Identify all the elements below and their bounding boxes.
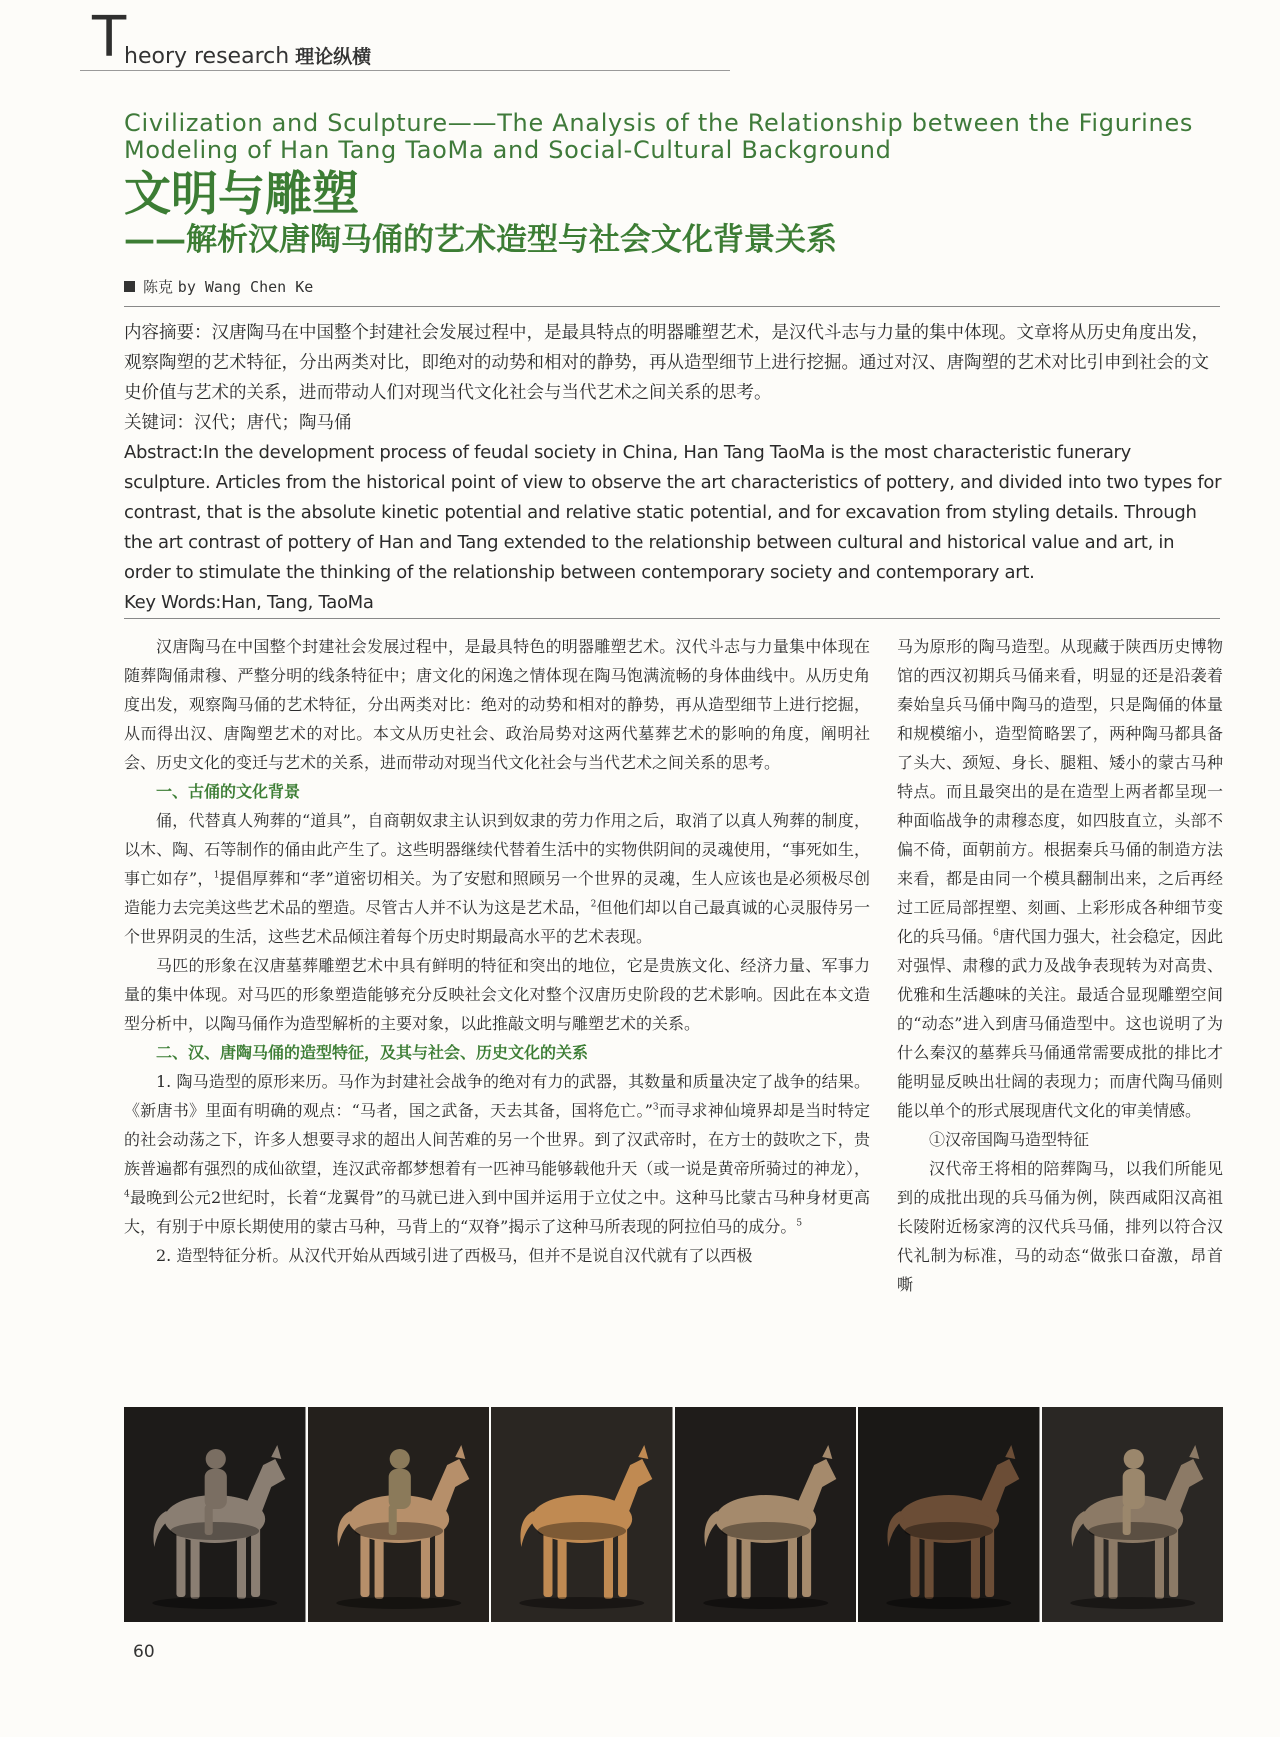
ground-shadow xyxy=(336,1597,461,1609)
keywords-english: Key Words:Han, Tang, TaoMa xyxy=(124,592,374,613)
section-heading-1: 一、古俑的文化背景 xyxy=(156,782,301,801)
main-column xyxy=(124,632,870,1270)
abstract-chinese: 内容摘要：汉唐陶马在中国整个封建社会发展过程中，是最具特点的明器雕塑艺术，是汉代斗志与力量的集中体现。文章将从历史角度出发，观察陶塑的艺术特征，分出两类对比，即绝对的动势和相对的静势，再从造型细节上进行挖掘。通过对汉、唐陶塑的艺术对比引申到社会的文史价值与艺术的关系，进而带动人们对现当代文化社会与当代艺术之间关系的思考。 xyxy=(124,323,1209,403)
text-span: 最晚到公元2世纪时，长着“龙翼骨”的马就已进入到中国并运用于立仗之中。这种马比蒙古马种身材更高大，有别于中原长期使用的蒙古马种，马背上的“双脊”揭示了这种马所表现的阿拉伯马的成分。 xyxy=(124,1188,870,1236)
chinese-title: 文明与雕塑 xyxy=(124,167,359,222)
english-title: Civilization and Sculpture——The Analysis of the Relationship between the Figurines Modeling of Han Tang TaoMa and Social-Cultural Background xyxy=(124,109,1194,164)
ground-shadow xyxy=(886,1597,1011,1609)
text-span: 而寻求神仙境界却是当时特定的社会动荡之下，许多人想要寻求的超出人间苦难的另一个世界。到了汉武帝时，在方士的鼓吹之下，贵族普遍都有强烈的成仙欲望，连汉武帝都梦想着有一匹神马能够载他升天（或一说是黄帝所骑过的神龙）， xyxy=(124,1101,870,1178)
side-column xyxy=(897,632,1223,1299)
text-span: 提倡厚葬和“孝”道密切相关。为了安慰和照顾另一个世界的灵魂，生人应该也是必须极尽创造能力去完美这些艺术品的塑造。尽管古人并不认为这是艺术品， xyxy=(124,869,870,917)
rider-torso xyxy=(205,1469,227,1509)
horse-leg xyxy=(1169,1525,1178,1597)
rider-head xyxy=(206,1449,226,1469)
figure-photo-4 xyxy=(675,1407,857,1622)
page-number: 60 xyxy=(133,1642,155,1662)
footnote-ref[interactable]: 3 xyxy=(652,1102,659,1113)
author-chinese: 陈克 xyxy=(143,278,174,296)
horse-figurine-image xyxy=(308,1407,490,1622)
horse-figurine-image xyxy=(858,1407,1040,1622)
footnote-ref[interactable]: 2 xyxy=(590,899,597,910)
figure-photo-6 xyxy=(1042,1407,1224,1622)
rider-leg xyxy=(205,1505,213,1535)
ground-shadow xyxy=(1070,1597,1195,1609)
horse-leg xyxy=(251,1525,260,1597)
body-shadow xyxy=(170,1522,259,1540)
paragraph-figurine-origin xyxy=(124,806,870,951)
chinese-subtitle: ——解析汉唐陶马俑的艺术造型与社会文化背景关系 xyxy=(124,222,837,258)
paragraph-prototype xyxy=(124,1067,870,1241)
byline xyxy=(124,276,1220,307)
text-span: 1. 陶马造型的原形来历。马作为封建社会战争的绝对有力的武器，其数量和质量决定了战争的结果。《新唐书》里面有明确的观点：“马者，国之武备，天去其备，国将危亡。” xyxy=(124,1072,870,1120)
abstract-english: Abstract:In the development process of feudal society in China, Han Tang TaoMa is the most characteristic funerary sculpture. Articles from the historical point of view to observe the art characteristics of pottery, and divided into two types for contrast, that is the absolute kinetic potential and relative static potential, and for excavation from styling details. Through the art contrast of pottery of Han and Tang extended to the relationship between cultural and historical value and art, in order to stimulate the thinking of the relationship between contemporary society and contemporary art. xyxy=(124,442,1222,583)
paragraph-han-horses: 汉代帝王将相的陪葬陶马，以我们所能见到的成批出现的兵马俑为例，陕西咸阳汉高祖长陵附近杨家湾的汉代兵马俑，排列以符合汉代礼制为标准，马的动态“做张口奋激，昂首嘶 xyxy=(897,1159,1223,1294)
horse-leg xyxy=(802,1525,811,1597)
text-span: 俑，代替真人殉葬的“道具”，自商朝奴隶主认识到奴隶的劳力作用之后，取消了以真人殉葬的制度，以木、陶、石等制作的俑由此产生了。这些明器继续代替着生活中的实物供阴间的灵魂使用，“事死如生，事亡如存”， xyxy=(124,811,870,888)
paragraph-continued xyxy=(897,632,1223,1125)
author-english: by Wang Chen Ke xyxy=(177,278,314,296)
intro-paragraph: 汉唐陶马在中国整个封建社会发展过程中，是最具特色的明器雕塑艺术。汉代斗志与力量集中体现在随葬陶俑肃穆、严整分明的线条特征中；唐文化的闲逸之情体现在陶马饱满流畅的身体曲线中。从历史角度出发，观察陶马俑的艺术特征，分出两类对比：绝对的动势和相对的静势，再从造型细节上进行挖掘，从而得出汉、唐陶塑艺术的对比。本文从历史社会、政治局势对这两代墓葬艺术的影响的角度，阐明社会、历史文化的变迁与艺术的关系，进而带动对现当代文化社会与当代艺术之间关系的思考。 xyxy=(124,637,870,772)
paragraph-horse-image: 马匹的形象在汉唐墓葬雕塑艺术中具有鲜明的特征和突出的地位，它是贵族文化、经济力量、军事力量的集中体现。对马匹的形象塑造能够充分反映社会文化对整个汉唐历史阶段的艺术影响。因此在本文造型分析中，以陶马俑作为造型解析的主要对象，以此推敲文明与雕塑艺术的关系。 xyxy=(124,956,870,1033)
subsection-heading: ①汉帝国陶马造型特征 xyxy=(929,1130,1090,1149)
rider-leg xyxy=(1122,1505,1130,1535)
rider-leg xyxy=(388,1505,396,1535)
footnote-ref[interactable]: 5 xyxy=(796,1218,803,1229)
square-bullet-icon xyxy=(124,281,135,292)
horse-leg xyxy=(435,1525,444,1597)
paragraph-style-analysis: 2. 造型特征分析。从汉代开始从西域引进了西极马，但并不是说自汉代就有了以西极 xyxy=(156,1246,753,1265)
ground-shadow xyxy=(152,1597,277,1609)
rider-head xyxy=(389,1449,409,1469)
horse-leg xyxy=(618,1525,627,1597)
body-shadow xyxy=(904,1522,993,1540)
figure-photo-2 xyxy=(308,1407,490,1622)
footnote-ref[interactable]: 6 xyxy=(993,928,999,939)
rider-torso xyxy=(1122,1469,1144,1509)
body-shadow xyxy=(721,1522,810,1540)
ground-shadow xyxy=(703,1597,828,1609)
body-shadow xyxy=(537,1522,626,1540)
abstract-divider xyxy=(124,618,1220,619)
header-chinese: 理论纵横 xyxy=(295,46,372,68)
footnote-ref[interactable]: 4 xyxy=(124,1189,130,1200)
horse-figurine-image xyxy=(1042,1407,1224,1622)
text-span: 但他们却以自己最真诚的心灵服侍另一个世界阴灵的生活，这些艺术品倾注着每个历史时期最高水平的艺术表现。 xyxy=(124,898,870,946)
horse-figurine-image xyxy=(124,1407,306,1622)
ground-shadow xyxy=(519,1597,644,1609)
horse-leg xyxy=(985,1525,994,1597)
rider-head xyxy=(1123,1449,1143,1469)
header-initial: T xyxy=(92,5,127,70)
text-span: 唐代国力强大，社会稳定，因此对强悍、肃穆的武力及战争表现转为对高贵、优雅和生活趣味的关注。最适合显现雕塑空间的“动态”进入到唐马俑造型中。这也说明了为什么秦汉的墓葬兵马俑通常需要成批的排比才能明显反映出壮阔的表现力；而唐代陶马俑则能以单个的形式展现唐代文化的审美情感。 xyxy=(897,927,1223,1120)
horse-figurine-image xyxy=(491,1407,673,1622)
section-heading-2: 二、汉、唐陶马俑的造型特征，及其与社会、历史文化的关系 xyxy=(156,1043,589,1062)
header-english: heory research xyxy=(124,44,290,69)
rider-torso xyxy=(388,1469,410,1509)
figure-photo-3 xyxy=(491,1407,673,1622)
abstract-block xyxy=(124,318,1222,618)
keywords-chinese: 关键词：汉代；唐代；陶马俑 xyxy=(124,413,352,433)
body-shadow xyxy=(354,1522,443,1540)
figure-photo-5 xyxy=(858,1407,1040,1622)
figure-strip xyxy=(124,1407,1223,1622)
text-span: 马为原形的陶马造型。从现藏于陕西历史博物馆的西汉初期兵马俑来看，明显的还是沿袭着秦始皇兵马俑中陶马的造型，只是陶俑的体量和规模缩小，造型简略罢了，两种陶马都具备了头大、颈短、身长、腿粗、矮小的蒙古马种特点。而且最突出的是在造型上两者都呈现一种面临战争的肃穆态度，如四肢直立，头部不偏不倚，面朝前方。根据秦兵马俑的制造方法来看，都是由同一个模具翻制出来，之后再经过工匠局部捏塑、刻画、上彩形成各种细节变化的兵马俑。 xyxy=(897,637,1223,946)
body-shadow xyxy=(1088,1522,1177,1540)
running-header xyxy=(80,5,730,71)
horse-figurine-image xyxy=(675,1407,857,1622)
figure-photo-1 xyxy=(124,1407,306,1622)
footnote-ref[interactable]: 1 xyxy=(213,870,220,881)
header-title xyxy=(124,42,371,69)
